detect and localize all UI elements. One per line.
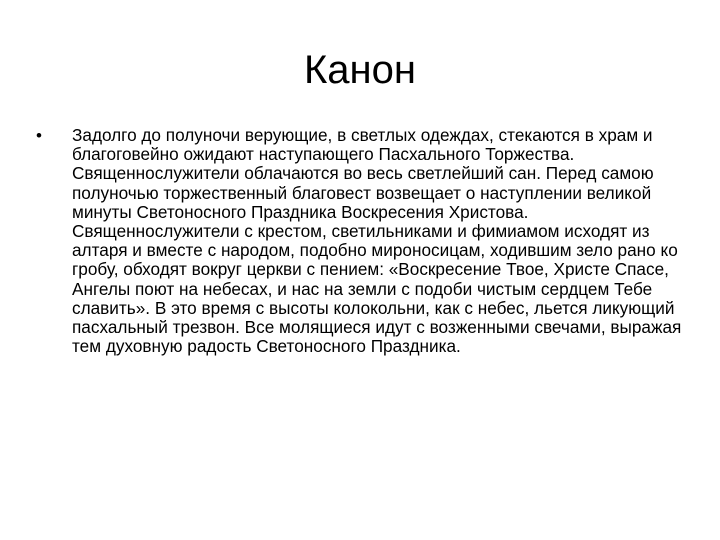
slide-title: Канон [304,48,416,92]
body-text: Задолго до полуночи верующие, в светлых одеждах, стекаются в храм и благоговейно ожидают наступающего Пасхального Торжества. Священнослужители облачаются во весь светлейший сан. Перед самою полуночью торжественный благовест возвещает о наступлении великой минуты Светоносного Праздника Воскресения Христова. Священнослужители с крестом, светильниками и фимиамом исходят из алтаря и вместе с народом, подобно мироносицам, ходившим зело рано ко гробу, обходят вокруг церкви с пением: «Воскресение Твое, Христе Спасе, Ангелы поют на небесах, и нас на земли с подоби чистым сердцем Тебе славить». В это время с высоты колокольни, как с небес, льется ликующий пасхальный трезвон. Все молящиеся идут с возженными свечами, выражая тем духовную радость Светоносного Праздника. [72,125,682,357]
bullet-marker: • [36,126,42,145]
bullet-item [36,126,686,356]
slide-content [36,126,686,356]
